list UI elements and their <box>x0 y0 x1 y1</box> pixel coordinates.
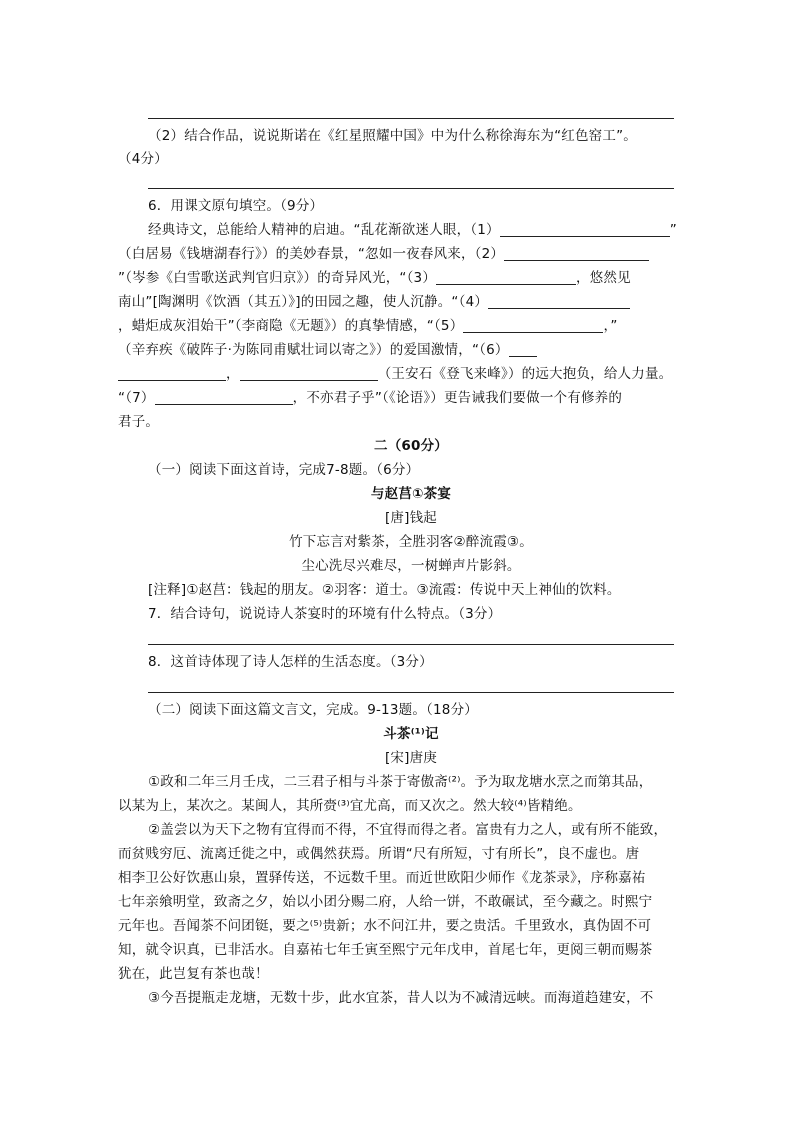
q6-line-2 <box>118 242 649 266</box>
essay-line: 知，就令识真，已非活水。自嘉祐七年壬寅至熙宁元年戊申，首尾七年，更阅三朝而赐茶 <box>118 942 653 958</box>
poem-title: 与赵莒①茶宴 <box>370 486 452 502</box>
poem-notes: [注释]①赵莒：钱起的朋友。②羽客：道士。③流霞：传说中天上神仙的饮料。 <box>148 582 621 598</box>
q6-text: ”（岑参《白雪歌送武判官归京》）的奇异风光，“（3） <box>118 270 437 286</box>
essay-line: 以某为上，某次之。某闽人，其所赍⁽³⁾宜尤高，而又次之。然大较⁽⁴⁾皆精绝。 <box>118 798 582 814</box>
essay-line: 而贫贱穷厄、流离迁徙之中，或偶然获焉。所谓“尺有所短，寸有所长”，良不虚也。唐 <box>118 846 640 862</box>
question-8: 8．这首诗体现了诗人怎样的生活态度。（3分） <box>148 654 433 670</box>
q6-text: 经典诗文，总能给人精神的启迪。“乱花渐欲迷人眼，（1） <box>148 222 500 238</box>
q6-text: ，蜡炬成灰泪始干”（李商隐《无题》）的真挚情感，“（5） <box>118 318 464 334</box>
fill-blank-4[interactable] <box>488 293 630 309</box>
answer-line <box>148 118 674 119</box>
essay-line: ①政和二年三月壬戌，二三君子相与斗茶于寄傲斋⁽²⁾。予为取龙塘水烹之而第其品， <box>148 774 653 790</box>
part-2-intro: （二）阅读下面这篇文言文，完成。9-13题。（18分） <box>148 702 478 718</box>
essay-title: 斗茶⁽¹⁾记 <box>383 726 439 742</box>
essay-line: ③今吾提瓶走龙塘，无数十步，此水宜茶，昔人以为不减清远峡。而海道趋建安，不 <box>148 990 654 1006</box>
q6-text: ” <box>669 222 677 238</box>
q6-text: 南山”[陶渊明《饮酒（其五）》]的田园之趣，使人沉静。“（4） <box>118 294 489 310</box>
q6-text: （王安石《登飞来峰》）的远大抱负，给人力量。 <box>377 366 673 382</box>
q6-line-5 <box>118 314 618 338</box>
fill-blank-5[interactable] <box>463 317 603 333</box>
q6-text: ，不亦君子乎”（《论语》）更告诫我们要做一个有修养的 <box>292 390 623 406</box>
fill-blank-3[interactable] <box>436 269 576 285</box>
poem-author: [唐]钱起 <box>384 510 438 526</box>
q6-line-8 <box>118 386 622 410</box>
q6-line-3 <box>118 266 631 290</box>
fill-blank-6a[interactable] <box>509 341 537 357</box>
q6-text: ，悠然见 <box>576 270 631 286</box>
q6-text: “（7） <box>118 390 155 406</box>
question-5-2: （2）结合作品，说说斯诺在《红星照耀中国》中为什么称徐海东为“红色窑工”。 <box>148 128 637 144</box>
essay-line: ②盖尝以为天下之物有宜得而不得，不宜得而得之者。富贵有力之人，或有所不能致， <box>148 822 668 838</box>
q6-text: （辛弃疾《破阵子·为陈同甫赋壮词以寄之》）的爱国激情，“（6） <box>118 342 509 358</box>
poem-line-2: 尘心洗尽兴难尽，一树蝉声片影斜。 <box>301 558 521 574</box>
poem-line-1: 竹下忘言对紫茶，全胜羽客②醉流霞③。 <box>289 534 533 550</box>
fill-blank-1[interactable] <box>500 221 670 237</box>
question-6-heading: 6．用课文原句填空。（9分） <box>148 198 324 214</box>
q6-line-9: 君子。 <box>118 414 160 430</box>
question-7: 7．结合诗句，说说诗人茶宴时的环境有什么特点。（3分） <box>148 606 502 622</box>
part-1-intro: （一）阅读下面这首诗，完成7-8题。（6分） <box>148 462 420 478</box>
q6-line-1 <box>148 218 677 242</box>
q6-text: ， <box>226 366 240 382</box>
essay-line: 犹在，此岂复有茶也哉！ <box>118 966 269 982</box>
fill-blank-6c[interactable] <box>240 365 378 381</box>
q6-line-6 <box>118 338 537 362</box>
answer-line <box>148 188 674 189</box>
fill-blank-7[interactable] <box>155 389 293 405</box>
fill-blank-2[interactable] <box>504 245 649 261</box>
question-5-2-score: （4分） <box>118 151 168 167</box>
q6-line-4 <box>118 290 630 314</box>
q6-line-7 <box>118 362 672 386</box>
answer-line <box>148 692 674 693</box>
essay-line: 相李卫公好饮惠山泉，置驿传送，不远数千里。而近世欧阳少师作《龙茶录》，序称嘉祐 <box>118 870 646 886</box>
essay-line: 元年也。吾闻茶不问团铤，要之⁽⁵⁾贵新；水不问江井，要之贵活。千里致水，真伪固不可 <box>118 918 652 934</box>
q6-text: （白居易《钱塘湖春行》）的美妙春景，“忽如一夜春风来，（2） <box>118 246 505 262</box>
section-2-title: 二（60分） <box>374 438 448 454</box>
essay-author: [宋]唐庚 <box>384 750 438 766</box>
q6-text: ，” <box>603 318 618 334</box>
essay-line: 七年亲飨明堂，致斋之夕，始以小团分赐二府，人给一饼，不敢碾试，至今藏之。时熙宁 <box>118 894 653 910</box>
fill-blank-6b[interactable] <box>118 365 226 381</box>
answer-line <box>148 644 674 645</box>
